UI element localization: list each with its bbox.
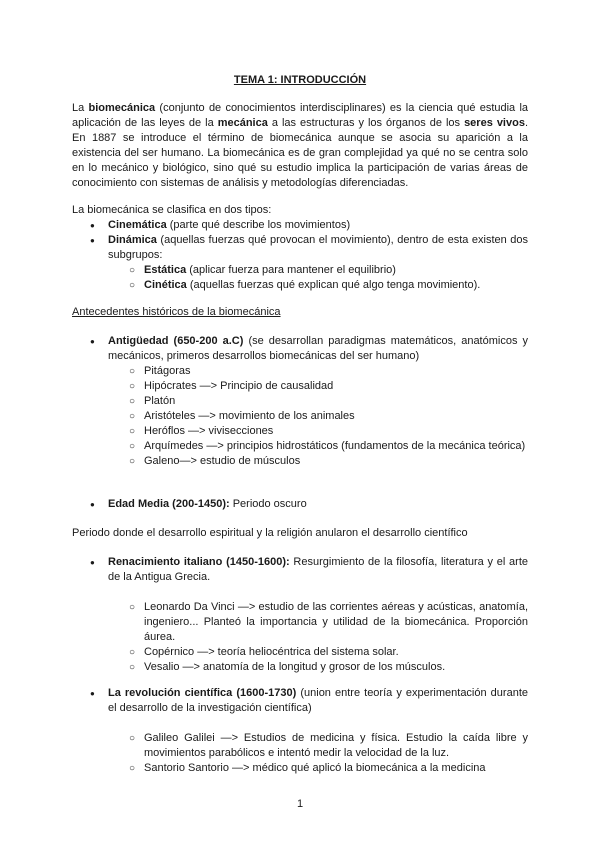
list-item-estatica [72, 263, 528, 278]
renacimiento-section [72, 555, 528, 585]
list-item-pitagoras: ○ Pitágoras [72, 364, 528, 379]
list-item-hipocrates: ○ Hipócrates —> Principio de causalidad [72, 379, 528, 394]
list-item-da-vinci: ○ Leonardo Da Vinci —> estudio de las corrientes aéreas y acústicas, anatomía, ingeniero... Planteó la importancia y utilidad de la biomecánica. Proporción áurea. [72, 600, 528, 645]
list-item-arquimedes: ○ Arquímedes —> principios hidrostáticos (fundamentos de la mecánica teórica) [72, 439, 528, 454]
intro-bold-seres-vivos: seres vivos [464, 117, 525, 129]
list-item-platon: ○ Platón [72, 394, 528, 409]
edad-media-label: Edad Media (200-1450): [108, 498, 230, 510]
history-heading: Antecedentes históricos de la biomecánica [72, 306, 281, 318]
revolucion-list [72, 686, 528, 716]
antiguedad-list [72, 334, 528, 469]
page-title: TEMA 1: INTRODUCCIÓN [233, 74, 367, 86]
types-list [72, 218, 528, 293]
list-item-cinetica [72, 278, 528, 293]
antiguedad-text: (se desarrollan paradigmas matemáticos, anatómicos y mecánicos, primeros desarrollos biomecánicas del ser humano) [108, 335, 528, 362]
list-item-antiguedad [72, 334, 528, 364]
cinematica-label: Cinemática [108, 219, 167, 231]
list-item-cinematica [72, 218, 528, 233]
revolucion-text: (union entre teoría y experimentación durante el desarrollo de la investigación científica) [108, 687, 528, 714]
edad-media-section [72, 497, 528, 512]
edad-media-list [72, 497, 528, 512]
revolucion-section [72, 686, 528, 716]
intro-text-2: (conjunto de conocimientos interdisciplinares) es la ciencia qué estudia la aplicación de las leyes de la [72, 102, 528, 129]
list-item-dinamica [72, 233, 528, 263]
antiguedad-section [72, 334, 528, 469]
revolucion-items [72, 731, 528, 776]
renacimiento-list [72, 555, 528, 585]
list-item-vesalio: ○ Vesalio —> anatomía de la longitud y grosor de los músculos. [72, 660, 528, 675]
list-item-revolucion [72, 686, 528, 716]
dinamica-label: Dinámica [108, 234, 157, 246]
edad-media-text: Periodo oscuro [229, 498, 307, 510]
cinematica-text: (parte qué describe los movimientos) [166, 219, 351, 231]
list-item-aristoteles: ○ Aristóteles —> movimiento de los animales [72, 409, 528, 424]
dinamica-text: (aquellas fuerzas qué provocan el movimiento), dentro de esta existen dos subgrupos: [108, 234, 528, 261]
types-section [72, 203, 528, 293]
intro-text-1: La [72, 102, 89, 114]
intro-bold-mecanica: mecánica [217, 117, 268, 129]
list-item-herofilos: ○ Heróflos —> vivisecciones [72, 424, 528, 439]
list-item-santorio: ○ Santorio Santorio —> médico qué aplicó la biomecánica a la medicina [72, 761, 528, 776]
list-item-galeno: ○ Galeno—> estudio de músculos [72, 454, 528, 469]
page-number: 1 [296, 798, 304, 810]
revolucion-label: La revolución científica (1600-1730) [108, 687, 297, 699]
estatica-text: (aplicar fuerza para mantener el equilibrio) [186, 264, 396, 276]
list-item-galileo: ○ Galileo Galilei —> Estudios de medicina y física. Estudio la caída libre y movimientos parabólicos e intentó medir la velocidad de la luz. [72, 731, 528, 761]
list-item-renacimiento [72, 555, 528, 585]
renacimiento-label: Renacimiento italiano (1450-1600): [108, 556, 290, 568]
renacimiento-items [72, 600, 528, 675]
renacimiento-text: Resurgimiento de la filosofía, literatura y el arte de la Antigua Grecia. [108, 556, 528, 583]
list-item-edad-media [72, 497, 528, 512]
cinetica-text: (aquellas fuerzas qué explican qué algo tenga movimiento). [186, 279, 481, 291]
intro-bold-biomecanica: biomecánica [88, 102, 156, 114]
renacimiento-sublist [72, 600, 528, 675]
revolucion-sublist [72, 731, 528, 776]
intro-text-4: . En 1887 se introduce el término de biomecánica aunque se asocia su aparición a la existencia del ser humano. La biomecánica es de gran complejidad ya qué no se centra solo en lo mecánico y biológico, sino qué su estudio implica la participación de varias áreas de conocimiento con sistemas de análisis y metodologías diferenciadas. [72, 117, 529, 189]
intro-text-3: a las estructuras y los órganos de los [267, 117, 465, 129]
periodo-text: Periodo donde el desarrollo espiritual y la religión anularon el desarrollo científico [72, 527, 468, 539]
cinetica-label: Cinética [144, 279, 187, 291]
types-lead: La biomecánica se clasifica en dos tipos: [72, 204, 272, 216]
estatica-label: Estática [144, 264, 187, 276]
list-item-copernico: ○ Copérnico —> teoría heliocéntrica del sistema solar. [72, 645, 528, 660]
intro-paragraph [72, 101, 528, 191]
antiguedad-label: Antigüedad (650-200 a.C) [108, 335, 244, 347]
